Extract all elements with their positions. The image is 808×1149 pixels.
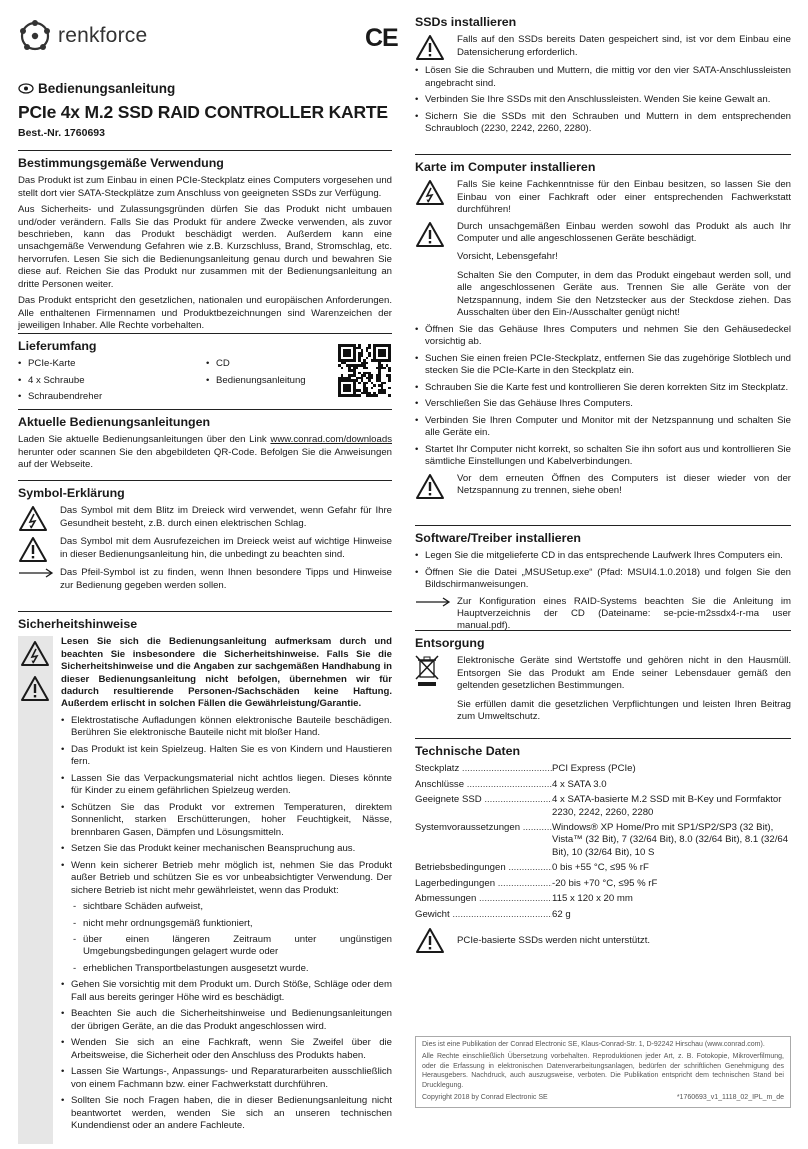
lightning-warning-icon [415, 179, 445, 206]
section-symbols [18, 480, 392, 596]
table-row: Abmessungen ..... 115 x 120 x 20 mm [415, 893, 791, 905]
arrow-right-icon [415, 596, 451, 608]
list-item: • Wenn kein sicherer Betrieb mehr möglich ist, nehmen Sie das Produkt außer Betrieb und schützen Sie es vor unbeabsichtigter Verwendung. Der sichere Betrieb ist nicht mehr gewährleistet, wenn das Produkt: - sichtbare Schäden aufweist, - nicht mehr ordnungsgemäß funktioniert, - über einen längeren Zeitraum unter ungünstigen Umgebungsbedingungen gelagert wurde oder - erheblichen Transportbelastungen ausgesetzt wurde. [61, 860, 392, 976]
card-warning-5: Vor dem erneuten Öffnen des Computers ist dieser wieder von der Netzspannung zu trennen, siehe oben! [457, 472, 791, 496]
safety-list [61, 715, 392, 1133]
ssd-warning-text: Falls auf den SSDs bereits Daten gespeichert sind, ist vor dem Einbau eine Datensicherung erforderlich. [457, 34, 791, 58]
section-disposal [415, 630, 791, 727]
list-item: • Startet Ihr Computer nicht korrekt, so schalten Sie ihn sofort aus und kontrollieren Sie sämtliche Einstellungen und Kabelverbindungen. [415, 444, 791, 469]
list-item: • Verbinden Sie Ihre SSDs mit den Anschlussleisten. Wenden Sie keine Gewalt an. [415, 94, 791, 106]
symbol-arrow-text: Das Pfeil-Symbol ist zu finden, wenn Ihnen besondere Tipps und Hinweise zur Bedienung gegeben werden sollen. [60, 567, 392, 591]
section-manuals [18, 409, 392, 476]
disposal-heading: Entsorgung [415, 636, 485, 650]
list-item: • Setzen Sie das Produkt keiner mechanischen Beanspruchung aus. [61, 843, 392, 855]
publication-footer [415, 1036, 791, 1108]
list-item: - sichtbare Schäden aufweist, [71, 901, 392, 913]
list-item: • Wenden Sie sich an eine Fachkraft, wenn Sie Zweifel über die Arbeitsweise, die Sicherheit oder den Anschluss des Produkts haben. [61, 1037, 392, 1062]
list-item: • Verschließen Sie das Gehäuse Ihres Computers. [415, 398, 791, 410]
qr-code[interactable] [338, 344, 391, 397]
symbol-lightning-row [18, 505, 392, 532]
exclamation-warning-icon [415, 34, 445, 61]
list-item: - über einen längeren Zeitraum unter ungünstigen Umgebungsbedingungen gelagert wurde oder [71, 934, 392, 959]
section-safety [18, 611, 392, 1144]
footer-doc-code: *1760693_v1_1118_02_IPL_m_de [676, 1094, 784, 1102]
list-item: • CD [206, 358, 326, 370]
card-warning-lightning-row [415, 179, 791, 216]
list-item: • Bedienungsanleitung [206, 375, 326, 387]
section-intended-use [18, 150, 392, 337]
table-row: Lagerbedingungen ..... -20 bis +70 °C, ≤95 % rF [415, 878, 791, 890]
symbol-arrow-row [18, 567, 392, 592]
safety-sublist [71, 901, 392, 975]
list-item: • Lösen Sie die Schrauben und Muttern, die mittig vor den vier SATA-Anschlussleisten angebracht sind. [415, 65, 791, 90]
exclamation-warning-icon [415, 927, 445, 954]
delivery-heading: Lieferumfang [18, 339, 97, 353]
specs-note: PCIe-basierte SSDs werden nicht unterstützt. [457, 935, 651, 947]
list-item: • Das Produkt ist kein Spielzeug. Halten Sie es von Kindern und Haustieren fern. [61, 744, 392, 769]
disposal-p1: Elektronische Geräte sind Wertstoffe und gehören nicht in den Hausmüll. Entsorgen Sie das Produkt am Ende seiner Lebensdauer gemäß den geltenden gesetzlichen Bestimmungen. [457, 655, 791, 692]
symbol-lightning-text: Das Symbol mit dem Blitz im Dreieck wird verwendet, wenn Gefahr für Ihre Gesundheit besteht, z.B. durch einen elektrischen Schlag. [60, 505, 392, 529]
footer-copyright: Copyright 2018 by Conrad Electronic SE [422, 1094, 548, 1102]
list-item: - nicht mehr ordnungsgemäß funktioniert, [71, 918, 392, 930]
list-item: • PCIe-Karte [18, 358, 206, 370]
section-software [415, 525, 791, 637]
list-item: • Schützen Sie das Produkt vor extremen Temperaturen, direktem Sonnenlicht, starken Erschütterungen, hoher Feuchtigkeit, Nässe, brennbaren Gasen, Dämpfen und Lösungsmitteln. [61, 802, 392, 839]
card-install-list [415, 324, 791, 469]
list-item: • 4 x Schraube [18, 375, 206, 387]
manuals-text: Laden Sie aktuelle Bedienungsanleitungen über den Link www.conrad.com/downloads herunter oder scannen Sie den abgebildeten QR-Code. Befolgen Sie die Anweisungen auf der Webseite. [18, 434, 392, 471]
list-item: • Sollten Sie noch Fragen haben, die in dieser Bedienungsanleitung nicht beantwortet werden, wenden Sie sich an unseren technischen Kundendienst oder an andere Fachleute. [61, 1095, 392, 1132]
safety-heading: Sicherheitshinweise [18, 617, 138, 631]
card-warning-exclamation-row [415, 221, 791, 320]
section-delivery [18, 333, 392, 408]
safety-content [53, 636, 392, 1144]
symbol-exclamation-text: Das Symbol mit dem Ausrufezeichen im Dreieck weist auf wichtige Hinweise in dieser Bedienungsanleitung hin, die unbedingt zu beachten sind. [60, 536, 392, 560]
software-tip: Zur Konfiguration eines RAID-Systems beachten Sie die Anleitung im Hauptverzeichnis der CD (Dateiname: se-pcie-m2ssdx4-r-ma user manual.pdf). [457, 595, 791, 632]
title-block [18, 80, 392, 141]
crossed-bin-icon [415, 655, 439, 687]
list-item: • Lassen Sie das Verpackungsmaterial nicht achtlos liegen. Dieses könnte für Kinder zu einem gefährlichen Spielzeug werden. [61, 773, 392, 798]
exclamation-warning-icon [20, 675, 50, 702]
ssd-install-heading: SSDs installieren [415, 15, 517, 29]
list-item: • Gehen Sie vorsichtig mit dem Produkt um. Durch Stöße, Schläge oder dem Fall aus bereits geringer Höhe wird es beschädigt. [61, 979, 392, 1004]
eye-icon [18, 83, 34, 94]
list-item: • Sichern Sie die SSDs mit den Schrauben und Muttern in dem entsprechenden Schraubloch (2230, 2242, 2260, 2280). [415, 111, 791, 136]
symbols-heading: Symbol-Erklärung [18, 486, 125, 500]
symbol-exclamation-row [18, 536, 392, 563]
specs-table [415, 763, 791, 921]
list-item: • Öffnen Sie das Gehäuse Ihres Computers und nehmen Sie den Gehäusedeckel vorsichtig ab. [415, 324, 791, 349]
section-specs [415, 738, 791, 958]
ssd-warning-row [415, 34, 791, 61]
manual-label: Bedienungsanleitung [38, 81, 176, 96]
safety-intro: Lesen Sie sich die Bedienungsanleitung aufmerksam durch und beachten Sie insbesondere die Sicherheitshinweise. Falls Sie die Sicherheitshinweise und die Angaben zur sachgemäßen Handhabung in dieser Bedienungsanleitung nicht befolgen, übernehmen wir für dadurch resultierende Personen-/Sachschäden keine Haftung. Außerdem erlischt in solchen Fällen die Gewährleistung/Garantie. [61, 636, 392, 710]
delivery-list-left [18, 358, 206, 407]
list-item: • Öffnen Sie die Datei „MSUSetup.exe“ (Pfad: MSUI4.1.0.2018) und folgen Sie den Bildschirmanweisungen. [415, 567, 791, 592]
specs-heading: Technische Daten [415, 744, 521, 758]
card-warning-final-row [415, 473, 791, 500]
table-row: Anschlüsse ..... 4 x SATA 3.0 [415, 779, 791, 791]
downloads-link[interactable]: www.conrad.com/downloads [270, 434, 392, 446]
list-item: • Schraubendreher [18, 391, 206, 403]
product-title: PCIe 4x M.2 SSD RAID CONTROLLER KARTE [18, 101, 388, 122]
section-ssd-install [415, 14, 791, 139]
table-row: Geeignete SSD ..... 4 x SATA-basierte M.2 SSD mit B-Key und Formfaktor 2230, 2242, 2260, 2280 [415, 794, 791, 819]
software-list [415, 550, 791, 591]
specs-note-row [415, 927, 791, 954]
list-item: • Elektrostatische Aufladungen können elektronische Bauteile beschädigen. Berühren Sie elektronische Bauteile nicht mit bloßer Hand. [61, 715, 392, 740]
list-item: • Verbinden Sie Ihren Computer und Monitor mit der Netzspannung und schalten Sie alle Geräte ein. [415, 415, 791, 440]
table-row: Steckplatz ..... PCI Express (PCIe) [415, 763, 791, 775]
list-item: • Legen Sie die mitgelieferte CD in das entsprechende Laufwerk Ihres Computers ein. [415, 550, 791, 562]
card-warning-2: Durch unsachgemäßen Einbau werden sowohl das Produkt als auch Ihr Computer und alle angeschlossenen Geräte beschädigt. [457, 220, 791, 244]
software-tip-row [415, 596, 791, 633]
card-warning-2-block [457, 221, 791, 320]
ssd-install-list [415, 65, 791, 135]
intended-use-p1: Das Produkt ist zum Einbau in einen PCIe-Steckplatz eines Computers vorgesehen und stellt dort vier SATA-Steckplätze zum Anschluss von geeigneten SSDs zur Verfügung. [18, 175, 392, 199]
footer-rights: Alle Rechte einschließlich Übersetzung vorbehalten. Reproduktionen jeder Art, z. B. Fotokopie, Mikroverfilmung, oder die Erfassung in elektronischen Datenverarbeitungsanlagen, bedürfen der schriftlichen Genehmigung des Herausgebers. Nachdruck, auch auszugsweise, verboten. Die Publikation entspricht dem technischen Stand bei Drucklegung. [422, 1053, 784, 1089]
table-row: Betriebsbedingungen ..... 0 bis +55 °C, ≤95 % rF [415, 862, 791, 874]
list-item: • Schrauben Sie die Karte fest und kontrollieren Sie deren korrekten Sitz im Steckplatz. [415, 382, 791, 394]
section-card-install [415, 154, 791, 504]
manuals-heading: Aktuelle Bedienungsanleitungen [18, 415, 211, 429]
software-heading: Software/Treiber installieren [415, 531, 581, 545]
table-row: Systemvoraussetzungen ..... Windows® XP Home/Pro mit SP1/SP2/SP3 (32 Bit), Vista™ (32 Bit), 7 (32/64 Bit), 8.0 (32/64 Bit), 8.1 (32/64 Bit), 10 (32/64 Bit), 10 S [415, 822, 791, 859]
card-warning-4: Schalten Sie den Computer, in dem das Produkt eingebaut werden soll, und alle angeschlossenen Geräte aus. Trennen Sie alle Geräte von der Netzspannung, indem Sie den Netzstecker aus der Steckdose ziehen. Das Ausschalten über den Ein-/Ausschalter genügt nicht! [457, 269, 791, 319]
renkforce-logo-icon [18, 19, 52, 53]
list-item: • Beachten Sie auch die Sicherheitshinweise und Bedienungsanleitungen der übrigen Geräte, an die das Produkt angeschlossen wird. [61, 1008, 392, 1033]
order-number: Best.-Nr. 1760693 [18, 127, 105, 140]
delivery-list-right [206, 358, 326, 407]
exclamation-warning-icon [415, 473, 445, 500]
disposal-p2: Sie erfüllen damit die gesetzlichen Verpflichtungen und leisten Ihren Beitrag zum Umweltschutz. [457, 698, 791, 722]
card-install-heading: Karte im Computer installieren [415, 160, 596, 174]
brand-name: renkforce [58, 24, 148, 48]
card-warning-1: Falls Sie keine Fachkenntnisse für den Einbau besitzen, so lassen Sie den Einbau von einer Fachkraft oder einer entsprechenden Fachwerkstatt durchführen! [457, 179, 791, 216]
ce-mark: CE [365, 24, 398, 52]
lightning-warning-icon [18, 505, 48, 532]
card-warning-3: Vorsicht, Lebensgefahr! [457, 251, 558, 263]
list-item: • Lassen Sie Wartungs-, Anpassungs- und Reparaturarbeiten ausschließlich von einem Fachmann bzw. einer Fachwerkstatt durchführen. [61, 1066, 392, 1091]
arrow-right-icon [18, 567, 54, 579]
exclamation-warning-icon [18, 536, 48, 563]
intended-use-p3: Das Produkt entspricht den gesetzlichen, nationalen und europäischen Anforderungen. Alle enthaltenen Firmennamen und Produktbezeichnungen sind Warenzeichen der jeweiligen Inhaber. Alle Rechte vorbehalten. [18, 295, 392, 332]
table-row: Gewicht ..... 62 g [415, 909, 791, 921]
footer-publisher: Dies ist eine Publikation der Conrad Electronic SE, Klaus-Conrad-Str. 1, D-92242 Hirschau (www.conrad.com). [422, 1041, 765, 1048]
list-item: • Suchen Sie einen freien PCIe-Steckplatz, entfernen Sie das zugehörige Slotblech und stecken Sie die PCIe-Karte in den Steckplatz ein. [415, 353, 791, 378]
exclamation-warning-icon [415, 221, 445, 248]
brand-logo [18, 18, 218, 54]
list-item: - erheblichen Transportbelastungen ausgesetzt wurde. [71, 963, 392, 975]
intended-use-heading: Bestimmungsgemäße Verwendung [18, 156, 224, 170]
safety-icon-bar [18, 636, 53, 1144]
manual-label-row [18, 80, 392, 98]
intended-use-p2: Aus Sicherheits- und Zulassungsgründen dürfen Sie das Produkt nicht umbauen und/oder verändern. Falls Sie das Produkt für andere Zwecke verwenden, als zuvor beschrieben, kann das Produkt beschädigt werden. Außerdem kann eine unsachgemäße Verwendung Gefahren wie z.B. Kurzschluss, Brand, Stromschlag, etc. hervorrufen. Lesen Sie sich die Bedienungsanleitung genau durch und bewahren Sie diese auf. Reichen Sie das Produkt nur zusammen mit der Bedienungsanleitung an dritte Personen weiter. [18, 204, 392, 290]
lightning-warning-icon [20, 640, 50, 667]
